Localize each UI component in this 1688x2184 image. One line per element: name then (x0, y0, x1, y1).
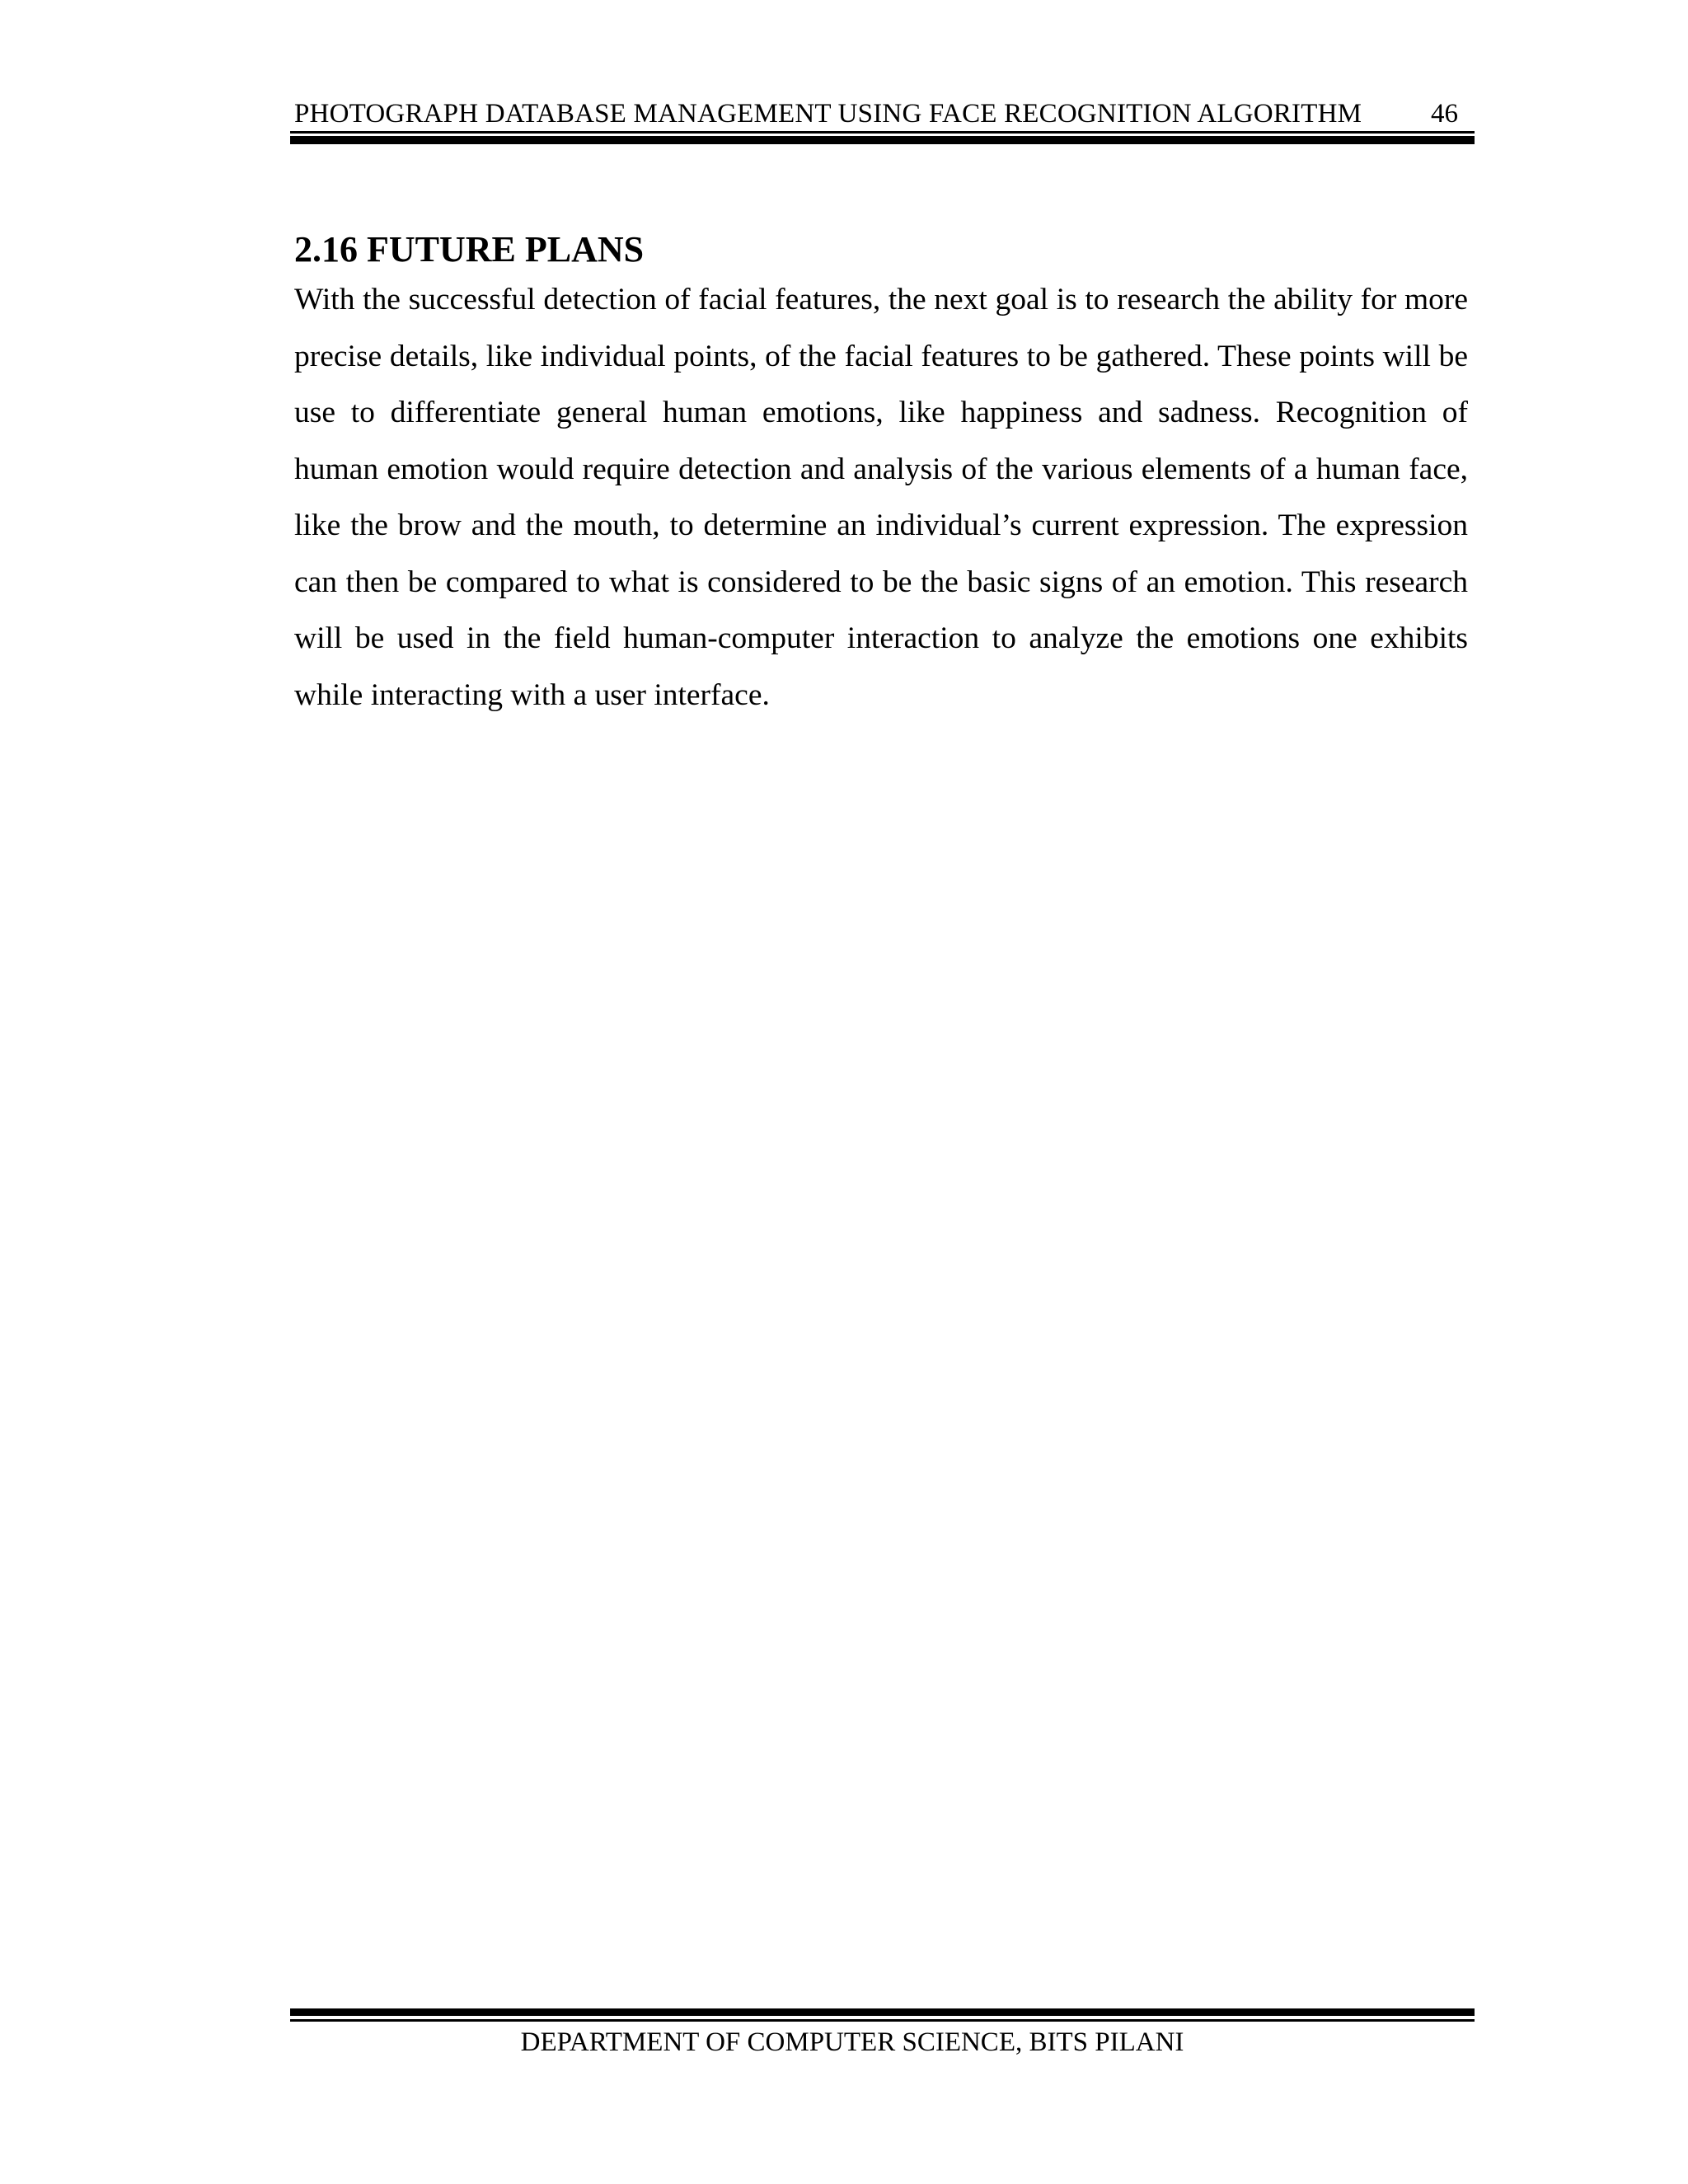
body-paragraph: With the successful detection of facial features, the next goal is to research the ability for more precise details, like individual points, of the facial features to be gathered. These points will be use to differentiate general human emotions, like happiness and sadness. Recognition of human emotion would require detection and analysis of the various elements of a human face, like the brow and the mouth, to determine an individual’s current expression. The expression can then be compared to what is considered to be the basic signs of an emotion. This research will be used in the field human-computer interaction to analyze the emotions one exhibits while interacting with a user interface. (294, 283, 1468, 712)
footer-rule-thick (290, 2008, 1475, 2016)
section-heading: 2.16 FUTURE PLANS (294, 228, 645, 269)
page-number: 46 (1431, 99, 1458, 129)
running-title: PHOTOGRAPH DATABASE MANAGEMENT USING FACE RECOGNITION ALGORITHM (294, 99, 1362, 129)
footer-rule-thin (290, 2019, 1475, 2022)
header-rule-thick (290, 136, 1475, 144)
page-footer: DEPARTMENT OF COMPUTER SCIENCE, BITS PILANI (520, 2027, 1184, 2057)
header-rule-thin (290, 131, 1475, 134)
